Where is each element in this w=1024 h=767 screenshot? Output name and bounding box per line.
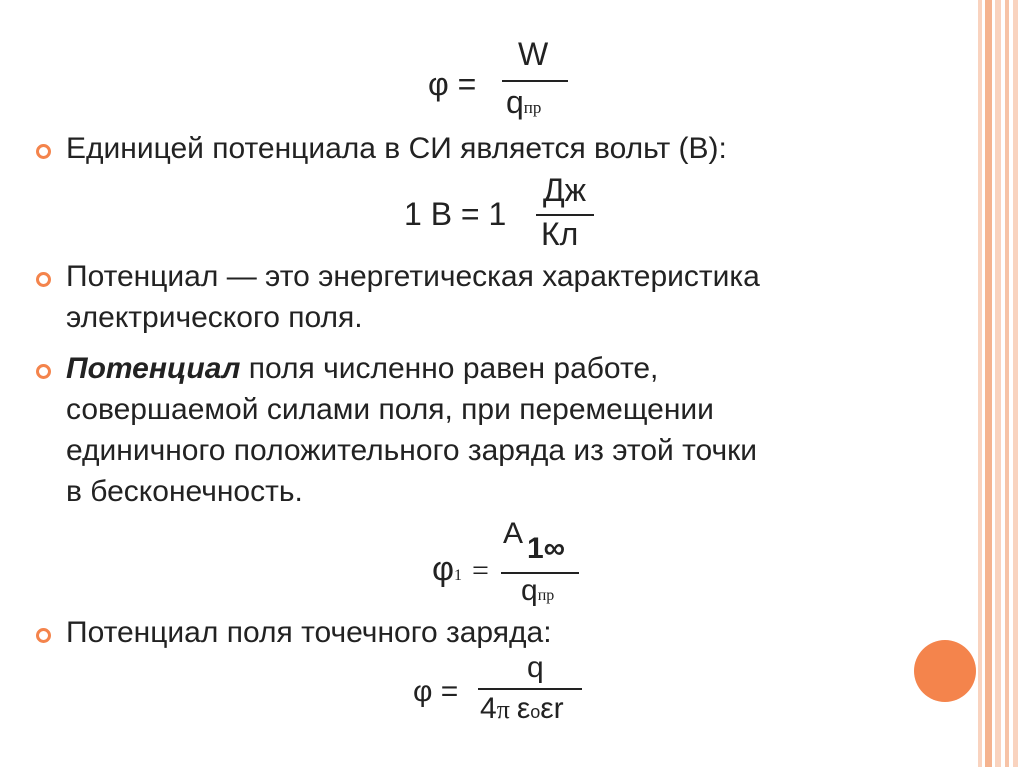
bullet-marker — [36, 628, 51, 643]
deco-stripe — [985, 0, 992, 767]
formula-numerator-sub: 1∞ — [527, 532, 566, 565]
orange-circle-decoration — [914, 640, 976, 702]
paragraph-si-unit: Единицей потенциала в СИ является вольт (В): — [66, 132, 727, 165]
formula-lhs: φ = — [428, 66, 477, 102]
paragraph-energy-characteristic: Потенциал — это энергетическая характеристика электрического поля. — [66, 260, 760, 334]
formula-numerator-main: A — [503, 517, 524, 550]
bullet-marker — [36, 272, 51, 287]
bullet-marker — [36, 364, 51, 379]
formula-denominator: qпр — [521, 574, 555, 607]
fraction-bar — [502, 80, 568, 82]
formula-numerator: Дж — [543, 172, 587, 208]
deco-stripe — [1013, 0, 1018, 767]
paragraph-potential-work: Потенциал поля численно равен работе, совершаемой силами поля, при перемещении единичного положительного заряда из этой точки в бесконечность. — [66, 352, 758, 508]
paragraph-point-charge: Потенциал поля точечного заряда: — [66, 616, 552, 649]
deco-stripe — [978, 0, 982, 767]
deco-stripe — [995, 0, 1001, 767]
formula-equals: = — [472, 554, 489, 587]
formula-denominator: 4π εoεr — [480, 692, 564, 725]
formula-lhs: φ1 — [432, 550, 463, 588]
fraction-bar — [478, 688, 582, 690]
formula-numerator: q — [527, 651, 544, 684]
formula-numerator: W — [518, 36, 549, 72]
formula-lhs: φ = — [413, 675, 459, 708]
formula-lhs: 1 В = 1 — [404, 196, 507, 232]
deco-stripe — [1005, 0, 1009, 767]
formula-denominator: qпр — [506, 84, 542, 120]
bullet-marker — [36, 144, 51, 159]
formula-denominator: Кл — [541, 216, 579, 252]
